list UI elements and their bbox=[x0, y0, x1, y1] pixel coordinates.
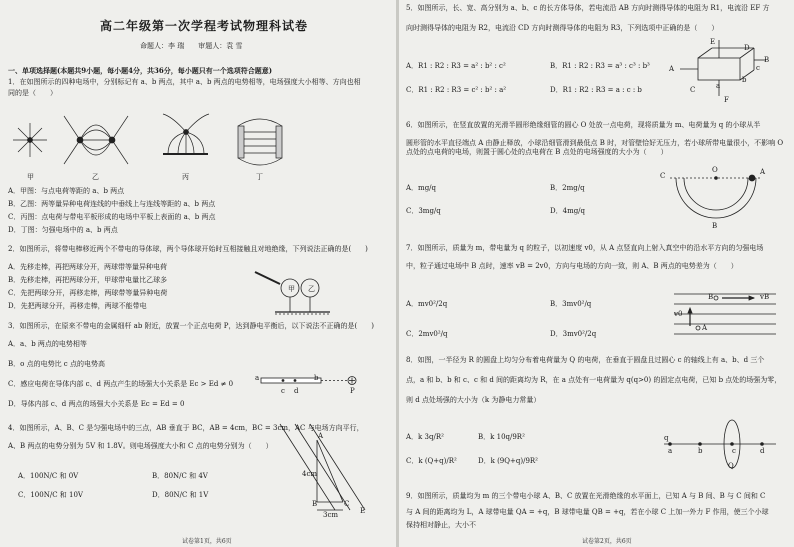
q4-option-d[interactable]: D．80N/C 和 1V bbox=[152, 491, 209, 499]
q4-stem-1: 4．如图所示，A、B、C 是匀强电场中的三点，AB 垂直于 BC，AB = 4cm，BC = 3cm，AC 与电场方向平行， bbox=[8, 424, 364, 432]
q7-option-a[interactable]: A．mv0²/2q bbox=[406, 300, 448, 308]
q1-option-b[interactable]: B．乙图：两等量异种电荷连线的中垂线上与连线等距的 a、b 两点 bbox=[8, 200, 216, 208]
exam-authors: 命题人：李 瑞 审题人：袁 雪 bbox=[140, 42, 243, 50]
q5-option-a[interactable]: A．R1 : R2 : R3 = a² : b² : c² bbox=[406, 62, 506, 70]
q2-option-d[interactable]: D．先把两球分开，再移走棒，两球不能带电 bbox=[8, 302, 147, 310]
q4-label-4cm: 4cm bbox=[302, 470, 318, 478]
q6-stem-1: 6．如图所示，在竖直放置的光滑半圆形绝缘细管的圆心 O 处放一点电荷，现将质量为 m、电荷量为 q 的小球从半 bbox=[406, 121, 761, 129]
q5-label-f: F bbox=[724, 96, 729, 104]
section-heading: 一、单项选择题(本题共9小题，每小题4分，共36分，每小题只有一个选项符合题意) bbox=[8, 66, 273, 75]
q4-label-3cm: 3cm bbox=[323, 511, 339, 519]
page-2-footer: 试卷第2页，共6页 bbox=[582, 538, 632, 545]
q4-option-b[interactable]: B．80N/C 和 4V bbox=[152, 472, 208, 480]
q7-label-a: A bbox=[702, 324, 708, 332]
q3-stem: 3．如图所示，在原来不带电的金属细杆 ab 附近，放置一个正点电荷 P，达到静电平衡后，以下说法不正确的是( ) bbox=[8, 322, 374, 330]
q7-label-v0: v0 bbox=[674, 310, 683, 318]
q3-label-b: b bbox=[314, 374, 319, 382]
q8-option-a[interactable]: A．k 3q/R² bbox=[406, 433, 444, 441]
q7-option-d[interactable]: D．3mv0²/2q bbox=[550, 330, 597, 338]
q1-fig-label-3: 丙 bbox=[182, 173, 189, 181]
q2-fig-label-yi: 乙 bbox=[308, 285, 315, 293]
q9-stem-3: 保持相对静止，大小不 bbox=[406, 521, 476, 529]
q5-label-side-a: a bbox=[716, 82, 721, 90]
q2-option-a[interactable]: A．先移走棒，再把两球分开，两球带等量异种电荷 bbox=[8, 263, 168, 271]
q9-stem-1: 9．如图所示，质量均为 m 的三个带电小球 A、B、C 放置在光滑绝缘的水平面上，已知 A 与 B 间、B 与 C 间和 C bbox=[406, 492, 766, 500]
q8-label-q: q bbox=[664, 434, 669, 442]
q1-option-d[interactable]: D．丁图：匀强电场中的 a、b 两点 bbox=[8, 226, 118, 234]
q1-field-figures bbox=[8, 112, 298, 180]
q8-label-b: b bbox=[698, 447, 703, 455]
q5-label-e: E bbox=[710, 38, 716, 46]
q3-label-a: a bbox=[255, 374, 260, 382]
q1-stem-2: 同的是（ ） bbox=[8, 89, 57, 97]
page-2 bbox=[398, 0, 794, 547]
q6-option-a[interactable]: A．mg/q bbox=[406, 184, 437, 192]
q8-option-c[interactable]: C．k (Q+q)/R² bbox=[406, 457, 457, 465]
q1-option-a[interactable]: A．甲图：与点电荷等距的 a、b 两点 bbox=[8, 187, 125, 195]
page-1-footer: 试卷第1页，共6页 bbox=[182, 538, 232, 545]
q5-label-b: B bbox=[764, 56, 770, 64]
q8-label-c: c bbox=[732, 447, 736, 455]
q3-label-c: c bbox=[281, 387, 285, 395]
q2-stem: 2．如图所示，将带电棒移近两个不带电的导体球，两个导体球开始时互相接触且对地绝缘，下列说法正确的是( ) bbox=[8, 245, 368, 253]
q8-stem-2: 点，a 和 b、b 和 c、c 和 d 间的距离均为 R，在 a 点处有一电荷量为 q(q>0) 的固定点电荷，已知 b 点处的场强为零， bbox=[406, 376, 782, 384]
q6-label-a: A bbox=[760, 168, 766, 176]
q5-option-d[interactable]: D．R1 : R2 : R3 = a : c : b bbox=[550, 86, 642, 94]
q7-option-c[interactable]: C．2mv0²/q bbox=[406, 330, 448, 338]
q5-cuboid-figure bbox=[678, 40, 768, 104]
q7-stem-2: 中，粒子通过电场中 B 点时，速率 vB = 2v0，方向与电场的方向一致，则 A、B 两点的电势差为（ ） bbox=[406, 262, 738, 270]
q8-stem-3: 则 d 点处场强的大小为（k 为静电力常量） bbox=[406, 396, 541, 404]
q6-label-o: O bbox=[712, 166, 718, 174]
q8-label-d: d bbox=[760, 447, 765, 455]
q6-label-b: B bbox=[712, 222, 718, 230]
q3-option-a[interactable]: A．a、b 两点的电势相等 bbox=[8, 340, 87, 348]
q5-option-b[interactable]: B．R1 : R2 : R3 = a³ : c³ : b³ bbox=[550, 62, 650, 70]
q4-triangle-figure bbox=[275, 420, 375, 520]
q8-option-d[interactable]: D．k (9Q+q)/9R² bbox=[478, 457, 538, 465]
q1-fig-label-1: 甲 bbox=[27, 173, 34, 181]
q2-option-c[interactable]: C．先把两球分开，再移走棒，两球带等量异种电荷 bbox=[8, 289, 168, 297]
q4-option-a[interactable]: A．100N/C 和 0V bbox=[18, 472, 79, 480]
q3-option-b[interactable]: B．o 点的电势比 c 点的电势高 bbox=[8, 360, 105, 368]
q5-label-side-c: c bbox=[756, 64, 760, 72]
q5-stem-2: 向时测得导体的电阻为 R2，电流沿 CD 方向时测得导体的电阻为 R3，下列选项中正确的是（ ） bbox=[406, 24, 719, 32]
q5-stem-1: 5．如图所示，长、宽、高分别为 a、b、c 的长方体导体，若电流沿 AB 方向时测得导体的电阻为 R1，电流沿 EF 方 bbox=[406, 4, 770, 12]
q1-fig-label-4: 丁 bbox=[256, 173, 263, 181]
q5-label-d: D bbox=[744, 44, 750, 52]
q7-option-b[interactable]: B．3mv0²/q bbox=[550, 300, 592, 308]
q9-stem-2: 与 A 间的距离均为 L，A 球带电量 QA = +q，B 球带电量 QB = +q，若在小球 C 上加一外力 F 作用，使三个小球 bbox=[406, 508, 769, 516]
q5-label-a: A bbox=[669, 65, 675, 73]
q8-disk-figure bbox=[660, 416, 780, 472]
q3-label-p: P bbox=[350, 387, 355, 395]
q5-label-c: C bbox=[690, 86, 696, 94]
q6-label-c: C bbox=[660, 172, 666, 180]
q6-option-c[interactable]: C．3mg/q bbox=[406, 207, 441, 215]
q8-label-a: a bbox=[668, 447, 673, 455]
q2-fig-label-jia: 甲 bbox=[288, 285, 295, 293]
q6-stem-2: 圆形管的水平直径端点 A 由静止释放，小球沿细管滑到最低点 B 时，对管壁恰好无压力，若小球所带电量很小，不影响 O 点处的点电荷的电场，则置于圆心处的点电荷在 B 点处的电场强度的大小为（ ） bbox=[406, 139, 784, 156]
q1-option-c[interactable]: C．丙图：点电荷与带电平板形成的电场中平板上表面的 a、b 两点 bbox=[8, 213, 216, 221]
q8-stem-1: 8．如图，一半径为 R 的圆盘上均匀分布着电荷量为 Q 的电荷，在垂直于圆盘且过圆心 c 的轴线上有 a、b、d 三个 bbox=[406, 356, 765, 364]
q5-option-c[interactable]: C．R1 : R2 : R3 = c² : b² : a² bbox=[406, 86, 507, 94]
q4-stem-2: A、B 两点的电势分别为 5V 和 1.8V。则电场强度大小和 C 点的电势分别为（ ） bbox=[8, 442, 273, 450]
q6-option-d[interactable]: D．4mg/q bbox=[550, 207, 586, 215]
q7-label-vb: vB bbox=[760, 293, 770, 301]
q2-option-b[interactable]: B．先移走棒，再把两球分开，甲球带电量比乙球多 bbox=[8, 276, 168, 284]
q3-label-d: d bbox=[294, 387, 299, 395]
q4-label-e: E bbox=[360, 507, 366, 515]
q2-spheres-figure bbox=[250, 270, 350, 322]
q8-label-disk: Q bbox=[728, 462, 734, 470]
q6-semicircle-figure bbox=[666, 170, 766, 230]
q3-rod-figure bbox=[255, 370, 365, 400]
q1-stem-1: 1．在如图所示的四种电场中，分别标记有 a、b 两点，其中 a、b 两点的电势相等，电场强度大小相等、方向也相 bbox=[8, 78, 361, 86]
q3-option-d[interactable]: D．导体内部 c、d 两点的场强大小关系是 Ec = Ed = 0 bbox=[8, 400, 185, 408]
q4-label-c: C bbox=[344, 500, 350, 508]
q1-fig-label-2: 乙 bbox=[92, 173, 99, 181]
q6-option-b[interactable]: B．2mg/q bbox=[550, 184, 585, 192]
q7-label-b: B bbox=[708, 293, 714, 301]
q4-option-c[interactable]: C．100N/C 和 10V bbox=[18, 491, 83, 499]
q5-label-side-b: b bbox=[742, 76, 747, 84]
q4-label-a: A bbox=[318, 432, 324, 440]
q8-option-b[interactable]: B．k 10q/9R² bbox=[478, 433, 525, 441]
q4-label-b: B bbox=[312, 500, 318, 508]
exam-title: 高二年级第一次学程考试物理科试卷 bbox=[100, 19, 309, 33]
q3-option-c[interactable]: C．感应电荷在导体内部 c、d 两点产生的场强大小关系是 Ec > Ed ≠ 0 bbox=[8, 380, 234, 388]
q7-stem-1: 7．如图所示，质量为 m，带电量为 q 的粒子，以初速度 v0，从 A 点竖直向上射入真空中的沿水平方向的匀强电场 bbox=[406, 244, 764, 252]
